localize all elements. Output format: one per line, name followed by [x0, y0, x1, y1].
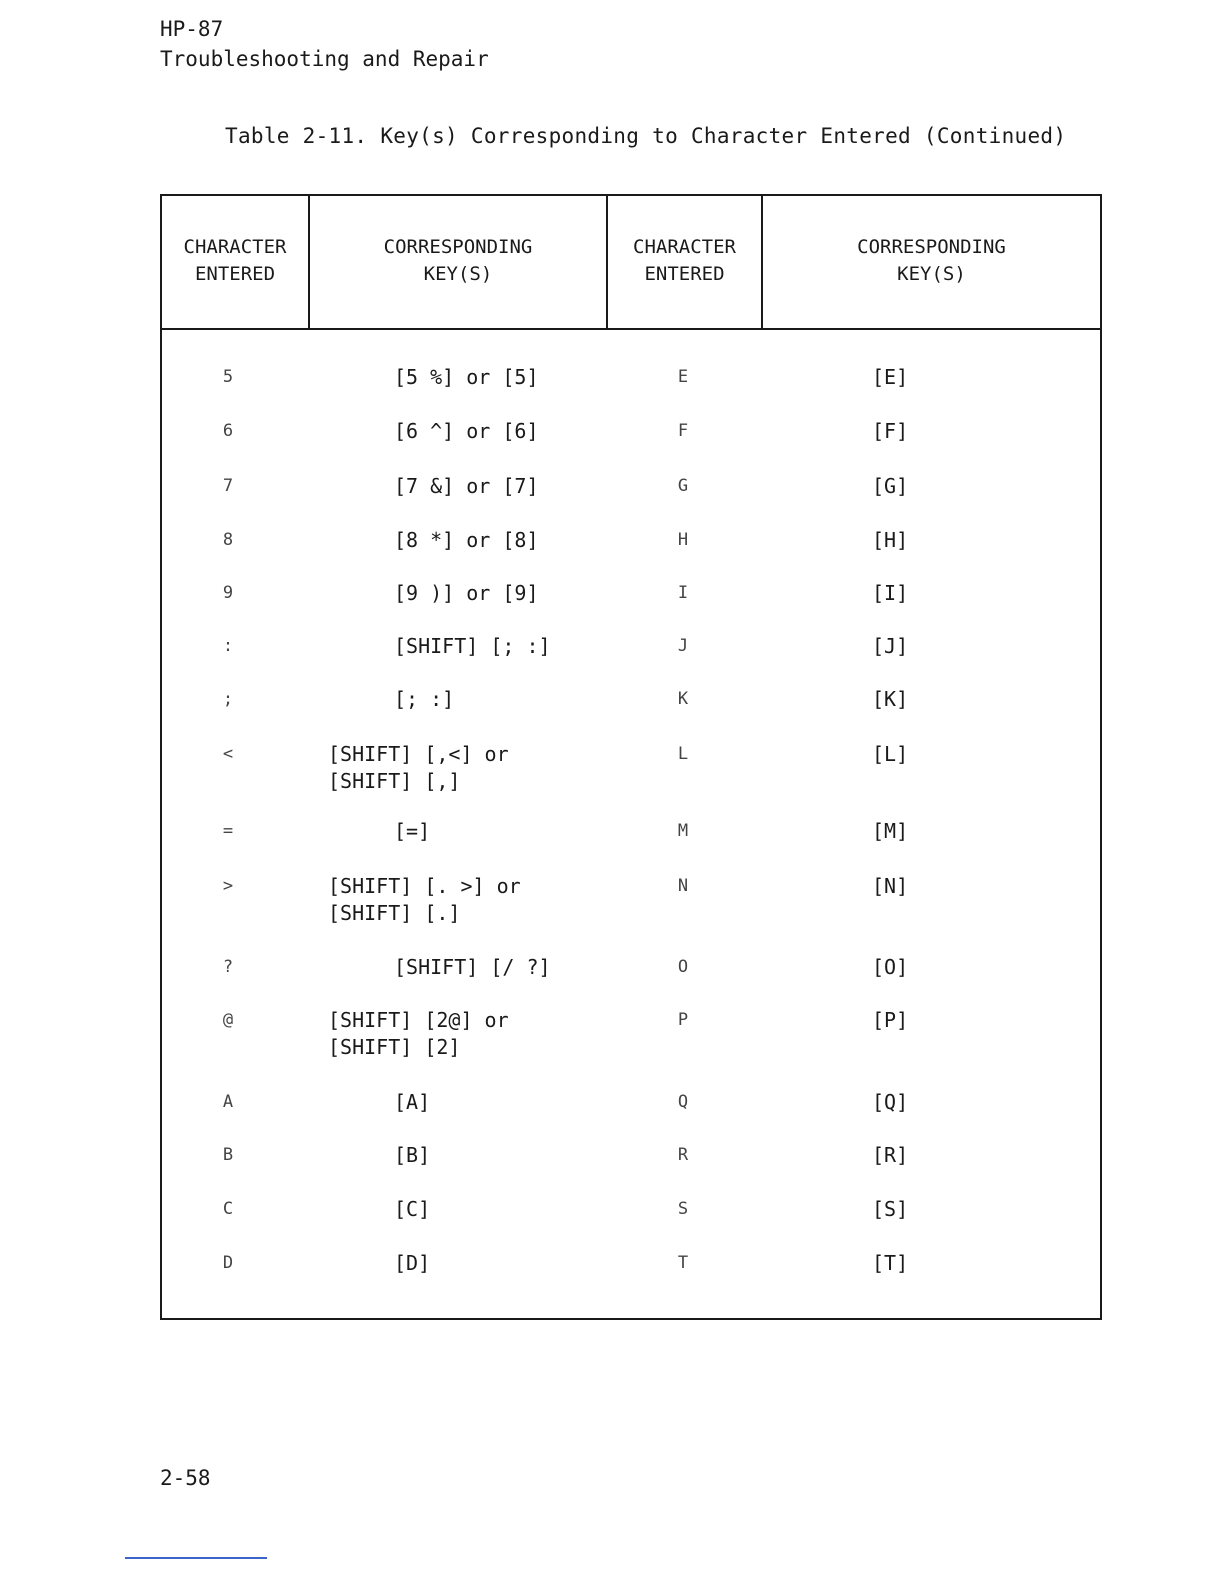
row-character-2: O [677, 957, 689, 977]
row-character-2: E [677, 367, 689, 387]
row-character: : [222, 636, 234, 656]
scan-mark [125, 1557, 267, 1559]
row-keys-2: [R] [872, 1143, 909, 1167]
row-character: 5 [222, 367, 234, 387]
row-keys-2: [T] [872, 1251, 909, 1275]
row-character-2: L [677, 744, 689, 764]
row-character: ? [222, 957, 234, 977]
row-keys: [SHIFT] [2@] or [SHIFT] [2] [328, 1008, 509, 1059]
row-character-2: T [677, 1253, 689, 1273]
row-character-2: S [677, 1199, 689, 1219]
row-character: @ [222, 1010, 234, 1030]
row-character: 9 [222, 583, 234, 603]
row-keys: [=] [394, 819, 431, 843]
row-keys-2: [N] [872, 874, 909, 898]
row-keys-2: [M] [872, 819, 909, 843]
row-character-2: K [677, 689, 689, 709]
row-keys: [SHIFT] [/ ?] [394, 955, 551, 979]
row-keys: [; :] [394, 687, 455, 711]
row-keys-2: [P] [872, 1008, 909, 1032]
page-header [160, 14, 489, 74]
row-character: > [222, 876, 234, 896]
row-keys-2: [F] [872, 419, 909, 443]
row-character-2: R [677, 1145, 689, 1165]
row-keys: [D] [394, 1251, 431, 1275]
row-keys: [5 %] or [5] [394, 365, 539, 389]
page-number: 2-58 [160, 1466, 211, 1490]
row-character: 6 [222, 421, 234, 441]
row-character: < [222, 744, 234, 764]
row-keys-2: [E] [872, 365, 909, 389]
row-character-2: G [677, 476, 689, 496]
row-character: ; [222, 689, 234, 709]
row-character: D [222, 1253, 234, 1273]
row-keys-2: [Q] [872, 1090, 909, 1114]
row-character-2: Q [677, 1092, 689, 1112]
header-corresponding-keys: CORRESPONDING KEY(S) [383, 236, 533, 285]
row-keys: [B] [394, 1143, 431, 1167]
row-character: 8 [222, 530, 234, 550]
row-keys: [8 *] or [8] [394, 528, 539, 552]
key-table [160, 194, 1102, 1320]
row-keys: [SHIFT] [. >] or [SHIFT] [.] [328, 874, 521, 925]
row-character: = [222, 821, 234, 841]
row-keys-2: [J] [872, 634, 909, 658]
row-keys: [SHIFT] [,<] or [SHIFT] [,] [328, 742, 509, 793]
row-character-2: M [677, 821, 689, 841]
row-character-2: N [677, 876, 689, 896]
row-character-2: H [677, 530, 689, 550]
row-keys: [SHIFT] [; :] [394, 634, 551, 658]
row-character: C [222, 1199, 234, 1219]
table-caption: Table 2-11. Key(s) Corresponding to Character Entered (Continued) [225, 124, 1067, 148]
row-keys: [C] [394, 1197, 431, 1221]
header-section: Troubleshooting and Repair [160, 47, 489, 71]
row-keys: [6 ^] or [6] [394, 419, 539, 443]
table-header [162, 196, 1100, 330]
header-character-entered-2: CHARACTER ENTERED [633, 236, 736, 285]
row-keys: [9 )] or [9] [394, 581, 539, 605]
row-keys-2: [K] [872, 687, 909, 711]
header-corresponding-keys-2: CORRESPONDING KEY(S) [857, 236, 1006, 285]
row-keys-2: [G] [872, 474, 909, 498]
row-keys-2: [O] [872, 955, 909, 979]
row-character-2: P [677, 1010, 689, 1030]
header-model: HP-87 [160, 17, 224, 41]
row-keys: [7 &] or [7] [394, 474, 539, 498]
row-keys-2: [H] [872, 528, 909, 552]
row-character-2: J [677, 636, 689, 656]
row-keys-2: [S] [872, 1197, 909, 1221]
row-character-2: I [677, 583, 689, 603]
row-keys: [A] [394, 1090, 431, 1114]
row-character: 7 [222, 476, 234, 496]
row-character: B [222, 1145, 234, 1165]
row-character-2: F [677, 421, 689, 441]
header-character-entered: CHARACTER ENTERED [183, 236, 287, 285]
row-keys-2: [I] [872, 581, 909, 605]
row-keys-2: [L] [872, 742, 909, 766]
row-character: A [222, 1092, 234, 1112]
